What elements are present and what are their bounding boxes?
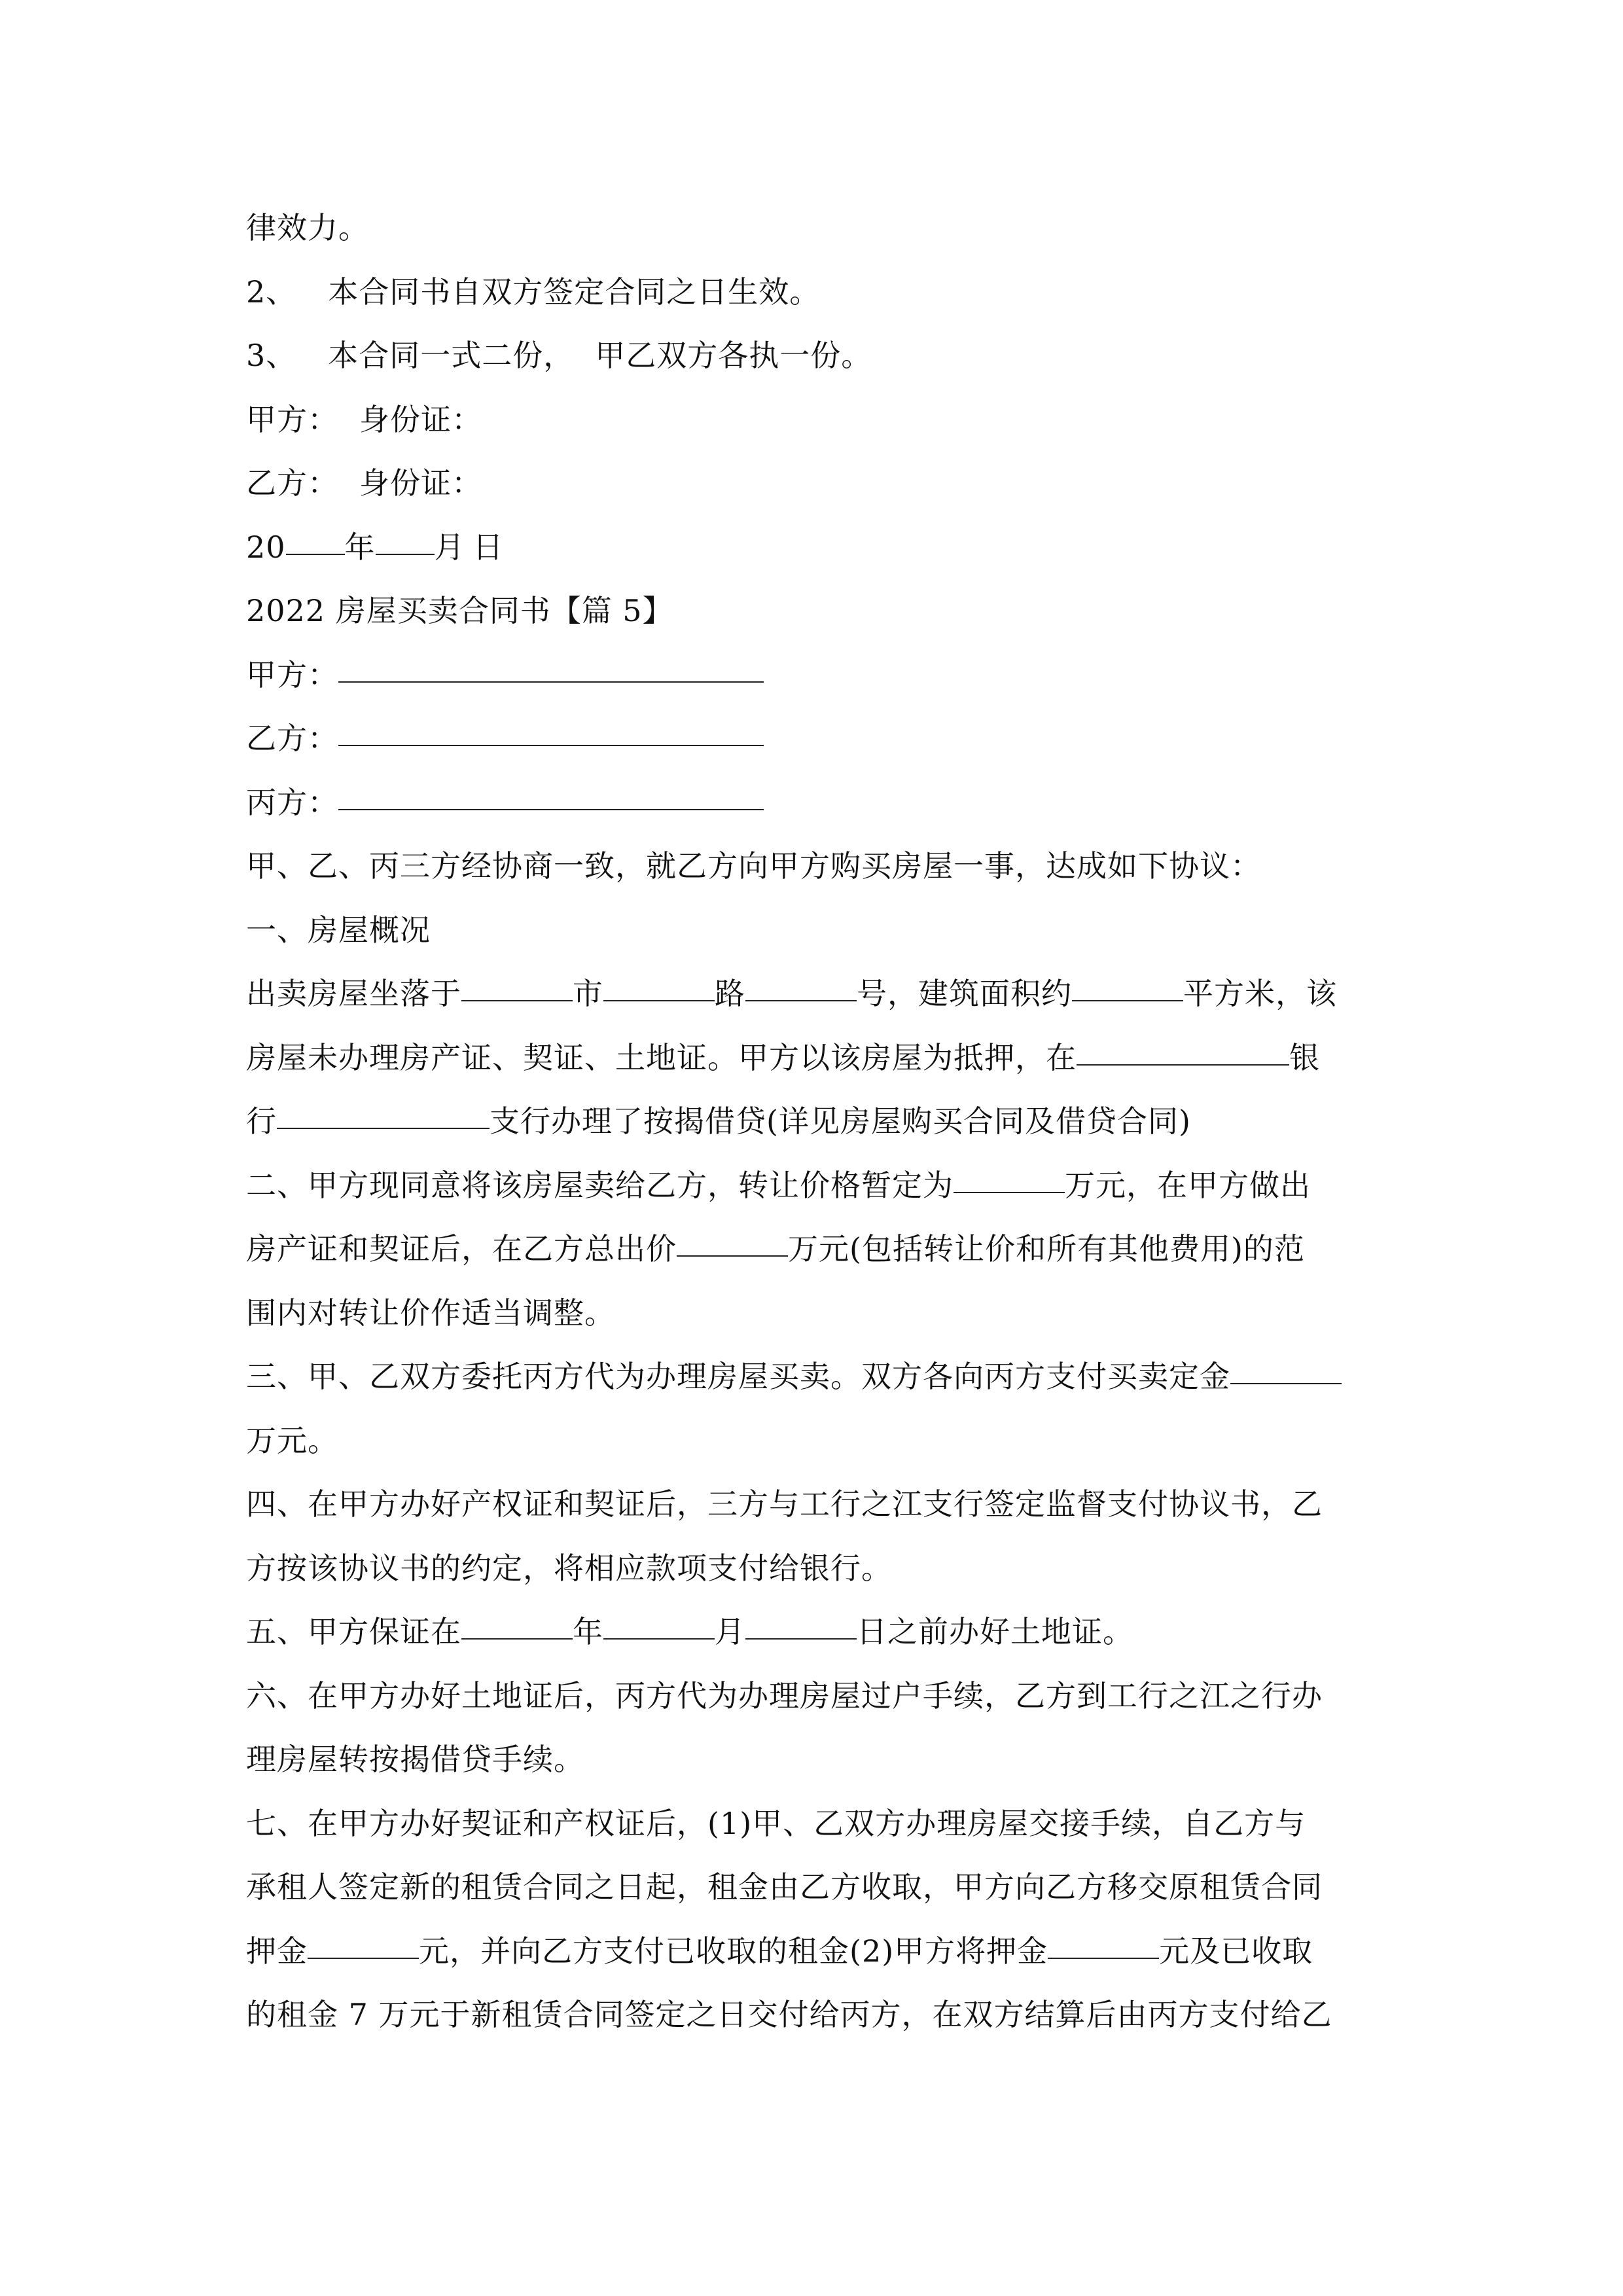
branch-blank — [277, 1090, 490, 1129]
contract-page — [246, 196, 1378, 2047]
section-7-line-2 — [246, 1856, 1378, 1920]
year-label: 年 — [344, 529, 376, 565]
text-fragment: 承租人签定新的租赁合同之日起，租金由乙方收取，甲方向乙方移交原租赁合同 — [246, 1869, 1323, 1905]
text-fragment: 市 — [573, 976, 603, 1011]
date-line — [246, 516, 1378, 580]
party-b-blank — [338, 707, 764, 746]
year-blank — [286, 516, 345, 555]
section-7-line-1 — [246, 1792, 1378, 1856]
text-fragment: 月 — [715, 1614, 745, 1649]
text-fragment: 平方米，该 — [1183, 976, 1337, 1011]
area-blank — [1072, 962, 1183, 1001]
month-blank — [376, 516, 435, 555]
signature-party-a — [246, 388, 1378, 452]
section-4-line-1 — [246, 1473, 1378, 1537]
year-prefix: 20 — [246, 529, 286, 565]
clause-text: 本合同书自双方签定合同之日生效。 — [328, 274, 821, 310]
road-blank — [603, 962, 715, 1001]
clause-text: 本合同一式二份， — [328, 338, 575, 373]
party-label: 丙方： — [246, 784, 338, 820]
paragraph-text: 律效力。 — [246, 210, 369, 245]
text-fragment: 的租金 7 万元于新租赁合同签定之日交付给丙方，在双方结算后由丙方支付给乙 — [246, 1997, 1332, 2032]
text-fragment: 路 — [715, 976, 745, 1011]
section-1-line-3 — [246, 1090, 1378, 1154]
text-fragment: 押金 — [246, 1933, 308, 1969]
section-1-line-1 — [246, 962, 1378, 1026]
deposit-blank — [1230, 1345, 1342, 1384]
clause-text: 甲乙双方各执一份。 — [595, 338, 872, 373]
clause-3 — [246, 324, 1378, 388]
heading-text: 2022 房屋买卖合同书【篇 5】 — [246, 593, 673, 628]
section-1-line-2 — [246, 1026, 1378, 1090]
month-label: 月 — [434, 529, 465, 565]
text-fragment: 四、在甲方办好产权证和契证后，三方与工行之江支行签定监督支付协议书，乙 — [246, 1486, 1323, 1522]
text-fragment: 号，建筑面积约 — [857, 976, 1072, 1011]
bank-blank — [1077, 1026, 1289, 1066]
section-3-line-1 — [246, 1345, 1378, 1409]
deadline-day-blank — [745, 1600, 857, 1640]
text-fragment: 元及已收取 — [1159, 1933, 1313, 1969]
section-7-line-3 — [246, 1920, 1378, 1984]
number-blank — [745, 962, 857, 1001]
text-fragment: 出卖房屋坐落于 — [246, 976, 461, 1011]
party-label: 乙方： — [246, 721, 338, 756]
text-fragment: 万元，在甲方做出 — [1065, 1167, 1311, 1203]
text-fragment: 五、甲方保证在 — [246, 1614, 461, 1649]
total-price-blank — [677, 1217, 788, 1257]
party-a-blank — [338, 643, 764, 683]
party-a-line — [246, 643, 1378, 708]
text-fragment: 房屋未办理房产证、契证、土地证。甲方以该房屋为抵押，在 — [246, 1039, 1077, 1075]
section-7-line-4 — [246, 1983, 1378, 2047]
text-fragment: 六、在甲方办好土地证后，丙方代为办理房屋过户手续，乙方到工行之江之行办 — [246, 1677, 1323, 1713]
party-label: 乙方： — [246, 465, 338, 501]
text-fragment: 二、甲方现同意将该房屋卖给乙方，转让价格暂定为 — [246, 1167, 954, 1203]
deadline-month-blank — [603, 1600, 715, 1640]
city-blank — [461, 962, 573, 1001]
party-label: 甲方： — [246, 401, 338, 437]
section-3-line-2 — [246, 1409, 1378, 1473]
text-fragment: 理房屋转按揭借贷手续。 — [246, 1742, 584, 1777]
section-title: 一、房屋概况 — [246, 912, 431, 948]
id-label: 身份证： — [359, 465, 482, 501]
section-2-line-3 — [246, 1282, 1378, 1346]
signature-party-b — [246, 452, 1378, 516]
text-fragment: 年 — [573, 1614, 603, 1649]
deadline-year-blank — [461, 1600, 573, 1640]
text-fragment: 方按该协议书的约定，将相应款项支付给银行。 — [246, 1550, 892, 1586]
text-line — [246, 196, 1378, 260]
section-6-line-1 — [246, 1664, 1378, 1729]
party-b-line — [246, 707, 1378, 771]
id-label: 身份证： — [359, 401, 482, 437]
text-fragment: 元，并向乙方支付已收取的租金(2)甲方将押金 — [419, 1933, 1048, 1969]
text-fragment: 围内对转让价作适当调整。 — [246, 1295, 615, 1331]
party-label: 甲方： — [246, 656, 338, 692]
text-fragment: 万元。 — [246, 1422, 338, 1458]
text-fragment: 万元(包括转让价和所有其他费用)的范 — [788, 1231, 1305, 1266]
text-fragment: 银 — [1289, 1039, 1320, 1075]
deposit-amount-blank — [1048, 1920, 1159, 1959]
section-1-title — [246, 899, 1378, 963]
text-fragment: 七、在甲方办好契证和产权证后，(1)甲、乙双方办理房屋交接手续，自乙方与 — [246, 1805, 1306, 1841]
party-c-line — [246, 771, 1378, 835]
section-5-line — [246, 1600, 1378, 1664]
clause-number: 2、 — [246, 274, 297, 310]
section-6-line-2 — [246, 1728, 1378, 1792]
text-fragment: 房产证和契证后，在乙方总出价 — [246, 1231, 677, 1266]
section-2-line-2 — [246, 1217, 1378, 1282]
paragraph-text: 甲、乙、丙三方经协商一致，就乙方向甲方购买房屋一事，达成如下协议： — [246, 848, 1261, 884]
day-label: 日 — [473, 529, 504, 565]
party-c-blank — [338, 771, 764, 810]
section-heading — [246, 579, 1378, 643]
text-fragment: 支行办理了按揭借贷(详见房屋购买合同及借贷合同) — [490, 1103, 1191, 1139]
section-4-line-2 — [246, 1537, 1378, 1601]
section-2-line-1 — [246, 1154, 1378, 1218]
price-blank — [954, 1154, 1065, 1193]
clause-2 — [246, 260, 1378, 325]
intro-line — [246, 834, 1378, 899]
clause-number: 3、 — [246, 338, 297, 373]
lease-deposit-blank — [308, 1920, 419, 1959]
text-fragment: 三、甲、乙双方委托丙方代为办理房屋买卖。双方各向丙方支付买卖定金 — [246, 1359, 1230, 1394]
text-fragment: 行 — [246, 1103, 277, 1139]
text-fragment: 日之前办好土地证。 — [857, 1614, 1133, 1649]
